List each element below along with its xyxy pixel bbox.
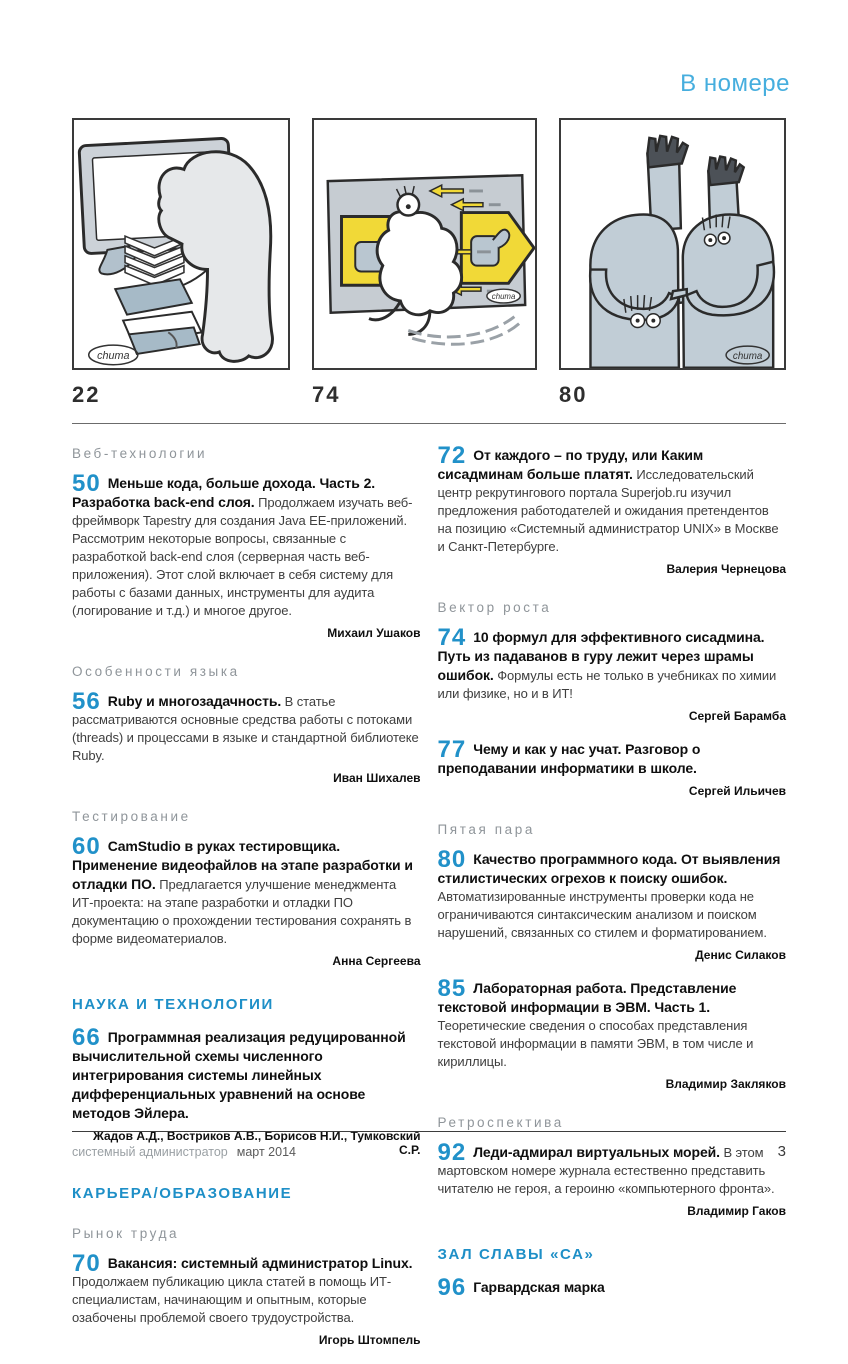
divider-line xyxy=(72,423,786,424)
chuma-signature: chuma xyxy=(732,350,763,362)
section-label: Вектор роста xyxy=(437,600,552,615)
section-label: Особенности языка xyxy=(72,664,240,679)
entry-description: Автоматизированные инструменты проверки кода не ограничиваются синтаксическим анализом и поиском нарушений, связанных со стилем и форматированием. xyxy=(437,889,767,940)
toc-column-right xyxy=(438,438,787,1364)
entry-page-number: 66 xyxy=(72,1024,101,1051)
illustrations-row xyxy=(72,118,786,408)
cartoon-arrows-illustration xyxy=(314,120,535,368)
entry-title: 10 формул для эффективного сисадмина. Путь из падаванов в гуру лежит через шрамы ошибок. xyxy=(437,629,765,683)
entry-page-number: 96 xyxy=(437,1274,467,1301)
entry-page-number: 80 xyxy=(437,846,467,873)
entry-description: Продолжаем публикацию цикла статей в помощь ИТ-специалистам, начинающим и опытным, которые озабочены проблемой своего трудоустройства. xyxy=(72,1274,392,1325)
section-header: ЗАЛ СЛАВЫ «СА» xyxy=(437,1246,595,1263)
toc-columns xyxy=(72,438,786,1364)
toc-entry xyxy=(72,688,421,785)
magazine-name: системный администратор xyxy=(72,1145,228,1159)
cartoon-computer-illustration xyxy=(72,118,290,370)
section-label: Веб-технологии xyxy=(72,446,208,461)
cartoon-computer-illustration xyxy=(74,120,288,368)
entry-title: Леди-адмирал виртуальных морей. xyxy=(473,1144,720,1160)
entry-author: Игорь Штомпель xyxy=(318,1333,421,1347)
section-header: КАРЬЕРА/ОБРАЗОВАНИЕ xyxy=(72,1185,293,1202)
illustration-block xyxy=(72,118,290,408)
toc-entry xyxy=(437,442,787,576)
entry-author: Жадов А.Д., Востриков А.В., Борисов Н.И., Тумковский С.Р. xyxy=(93,1129,421,1157)
cartoon-raised-hands-illustration xyxy=(561,120,784,368)
toc-entry xyxy=(437,736,787,798)
cartoon-arrows-illustration xyxy=(312,118,537,370)
entry-author: Иван Шихалев xyxy=(333,771,421,785)
entry-author: Анна Сергеева xyxy=(332,954,421,968)
toc-entry xyxy=(437,1274,787,1301)
page-footer xyxy=(72,1131,786,1160)
entry-page-number: 74 xyxy=(437,624,467,651)
illustration-block xyxy=(559,118,786,408)
entry-description: В этом мартовском номере журнала естественно представить читателю не героя, а героиню «компьютерного фронта». xyxy=(437,1145,775,1196)
chuma-signature: chuma xyxy=(97,349,130,362)
entry-page-number: 60 xyxy=(72,833,101,860)
entry-page-number: 72 xyxy=(437,442,467,469)
entry-page-number: 92 xyxy=(437,1139,467,1166)
entry-title: От каждого – по труду, или Каким сисадминам больше платят. xyxy=(437,447,704,482)
entry-title: Качество программного кода. От выявления стилистических огрехов к поиску ошибок. xyxy=(437,851,781,886)
section-label: Ретроспектива xyxy=(437,1115,564,1130)
entry-author: Сергей Ильичев xyxy=(688,784,786,798)
entry-description: Формулы есть не только в учебниках по химии или физике, но и в ИТ! xyxy=(437,668,777,701)
entry-author: Владимир Гаков xyxy=(687,1204,786,1218)
entry-title: Чему и как у нас учат. Разговор о преподавании информатики в школе. xyxy=(437,741,701,776)
entry-title: Меньше кода, больше дохода. Часть 2. Разработка back-end слоя. xyxy=(72,475,376,510)
entry-author: Владимир Закляков xyxy=(665,1077,786,1091)
toc-entry xyxy=(72,470,421,640)
section-header: НАУКА И ТЕХНОЛОГИИ xyxy=(72,996,274,1013)
section-label: Пятая пара xyxy=(437,822,535,837)
section-label: Тестирование xyxy=(72,809,191,824)
toc-entry xyxy=(72,1250,421,1347)
entry-title: Вакансия: системный администратор Linux. xyxy=(107,1255,413,1271)
entry-author: Михаил Ушаков xyxy=(327,626,421,640)
entry-author: Валерия Чернецова xyxy=(666,562,786,576)
page-number: 3 xyxy=(777,1143,786,1160)
entry-title: CamStudio в руках тестировщика. Применение видеофайлов на этапе разработки и отладки ПО. xyxy=(72,838,413,892)
toc-column-left xyxy=(72,438,421,1364)
entry-page-number: 56 xyxy=(72,688,101,715)
entry-title: Программная реализация редуцированной вычислительной схемы численного интегрирования системы линейных дифференциальных уравнений на основе методов Эйлера. xyxy=(72,1029,406,1121)
entry-description: Предлагается улучшение менеджмента ИТ-проекта: на этапе разработки и отладки ПО документацию о прохождении тестирования сохранять в форме видеоматериалов. xyxy=(72,877,412,946)
page-title: В номере xyxy=(680,70,790,97)
entry-title: Ruby и многозадачность. xyxy=(107,693,282,709)
entry-page-number: 77 xyxy=(437,736,467,763)
illustration-caption: 22 xyxy=(72,382,101,407)
entry-description: Продолжаем изучать веб-фреймворк Tapestry для создания Java EE-приложений. Рассмотрим некоторые вопросы, связанные с разработкой back-end слоя (серверная часть веб-приложения). Этот слой включает в себя систему для работы с базами данных, инструменты для аудита (логирование и т.д.) и многое другое. xyxy=(72,495,413,618)
entry-page-number: 70 xyxy=(72,1250,101,1277)
entry-title: Гарвардская марка xyxy=(473,1279,605,1295)
entry-author: Денис Силаков xyxy=(695,948,786,962)
toc-entry xyxy=(72,833,421,968)
issue-date: март 2014 xyxy=(236,1145,296,1159)
illustration-block xyxy=(312,118,537,408)
entry-author: Сергей Барамба xyxy=(688,709,786,723)
entry-page-number: 85 xyxy=(437,975,467,1002)
toc-entry xyxy=(437,975,787,1091)
cartoon-raised-hands-illustration xyxy=(559,118,786,370)
entry-title: Лабораторная работа. Представление текстовой информации в ЭВМ. Часть 1. xyxy=(437,980,737,1015)
entry-description: Исследовательский центр рекрутингового портала Superjob.ru изучил предложения работодателей и ожидания претендентов на позицию «Системный администратор UNIX» в Москве и Санкт-Петербурге. xyxy=(437,467,779,554)
illustration-caption: 80 xyxy=(559,382,588,407)
entry-description: Теоретические сведения о способах представления текстовой информации в памяти ЭВМ, в том числе и кириллицы. xyxy=(437,1018,754,1069)
entry-page-number: 50 xyxy=(72,470,101,497)
chuma-signature: chuma xyxy=(491,292,516,302)
toc-entry xyxy=(437,846,787,962)
toc-entry xyxy=(437,624,787,723)
section-label: Рынок труда xyxy=(72,1226,180,1241)
illustration-caption: 74 xyxy=(312,382,341,407)
entry-description: В статье рассматриваются основные средства работы с потоками (threads) и процессами в языке и стандартной библиотеке Ruby. xyxy=(72,694,419,763)
